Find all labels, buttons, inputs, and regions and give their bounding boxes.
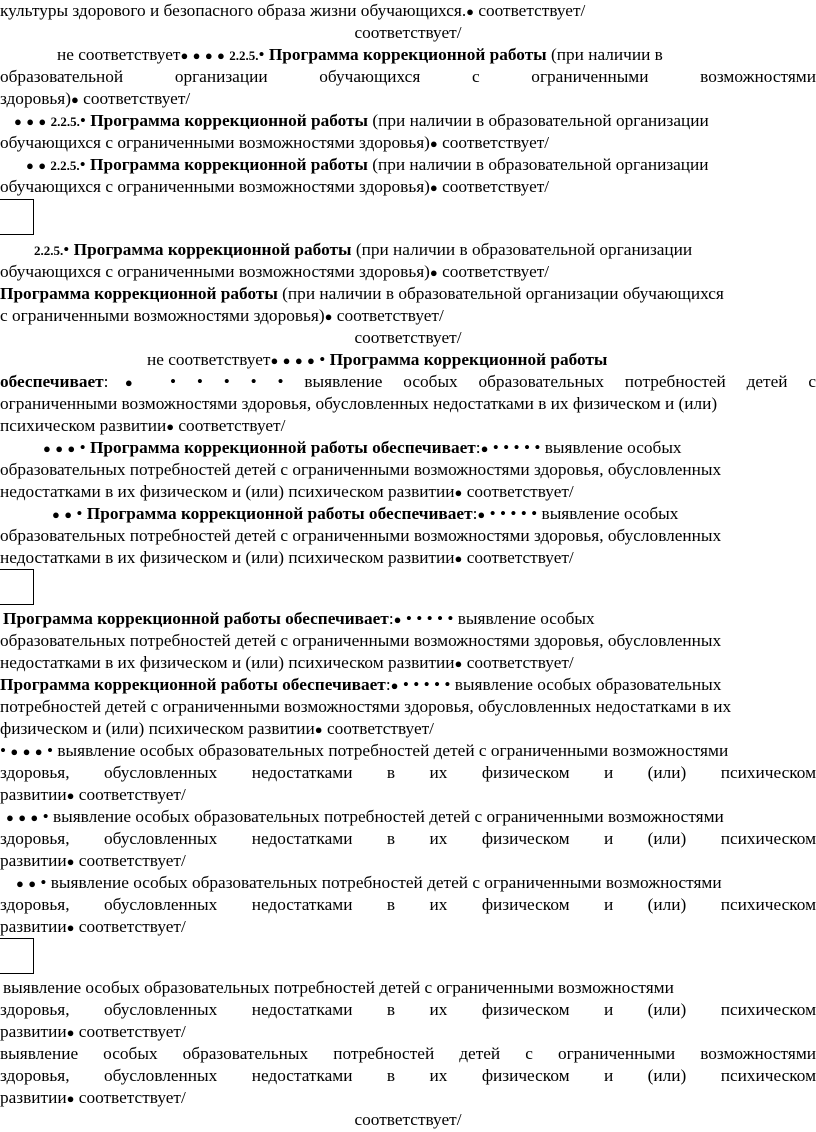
line-20: образовательных потребностей детей с ограниченными возможностями здоровья, обусловленных [0,460,722,479]
line-2: соответствует/ [354,23,462,42]
line-19: ● ● ● • Программа коррекционной работы обеспечивает:● • • • • • выявление особых [43,438,682,457]
line-23: образовательных потребностей детей с ограниченными возможностями здоровья, обусловленных [0,526,722,545]
line-32: здоровья, обусловленных недостатками в их физическом и (или) психическом [0,763,816,782]
line-27: недостатками в их физическом и (или) психическом развитии● соответствует/ [0,653,574,672]
line-3: не соответствует● ● ● ● 2.2.5.• Программа коррекционной работы (при наличии в [57,45,663,64]
line-10: 2.2.5.• Программа коррекционной работы (при наличии в образовательной организации [34,240,693,259]
line-1: культуры здорового и безопасного образа жизни обучающихся.● соответствует/ [0,1,586,20]
line-21: недостатками в их физическом и (или) психическом развитии● соответствует/ [0,482,574,501]
line-39: развитии● соответствует/ [0,917,186,936]
line-15: не соответствует● ● ● ● • Программа коррекционной работы [147,350,608,369]
line-8: ● ● 2.2.5.• Программа коррекционной работы (при наличии в образовательной организации [26,155,709,174]
empty-frame [0,938,34,974]
line-25: Программа коррекционной работы обеспечивает:● • • • • • выявление особых [3,609,595,628]
line-37: ● ● • выявление особых образовательных потребностей детей с ограниченными возможностями [16,873,722,892]
line-36: развитии● соответствует/ [0,851,186,870]
line-18: психическом развитии● соответствует/ [0,416,286,435]
line-4: образовательной организации обучающихся с ограниченными возможностями [0,67,816,86]
line-30: физическом и (или) психическом развитии● соответствует/ [0,719,434,738]
line-38: здоровья, обусловленных недостатками в их физическом и (или) психическом [0,895,816,914]
line-17: ограниченными возможностями здоровья, обусловленных недостатками в их физическом и (или) [0,394,718,413]
line-9: обучающихся с ограниченными возможностями здоровья)● соответствует/ [0,177,550,196]
line-42: развитии● соответствует/ [0,1022,186,1041]
empty-frame [0,199,34,235]
line-33: развитии● соответствует/ [0,785,186,804]
line-26: образовательных потребностей детей с ограниченными возможностями здоровья, обусловленных [0,631,722,650]
line-14: соответствует/ [354,328,462,347]
line-29: потребностей детей с ограниченными возможностями здоровья, обусловленных недостатками в их [0,697,732,716]
line-45: развитии● соответствует/ [0,1088,186,1107]
line-5: здоровья)● соответствует/ [0,89,191,108]
line-34: ● ● ● • выявление особых образовательных потребностей детей с ограниченными возможностями [6,807,724,826]
line-40: выявление особых образовательных потребностей детей с ограниченными возможностями [3,978,674,997]
line-6: ● ● ● 2.2.5.• Программа коррекционной работы (при наличии в образовательной организации [14,111,709,130]
line-43: выявление особых образовательных потребностей детей с ограниченными возможностями [0,1044,816,1063]
line-11: обучающихся с ограниченными возможностями здоровья)● соответствует/ [0,262,550,281]
empty-frame [0,569,34,605]
line-28: Программа коррекционной работы обеспечивает:● • • • • • выявление особых образовательных [0,675,722,694]
line-24: недостатками в их физическом и (или) психическом развитии● соответствует/ [0,548,574,567]
line-41: здоровья, обусловленных недостатками в их физическом и (или) психическом [0,1000,816,1019]
line-7: обучающихся с ограниченными возможностями здоровья)● соответствует/ [0,133,550,152]
line-16: обеспечивает:● • • • • • выявление особых образовательных потребностей детей с [0,372,816,391]
line-35: здоровья, обусловленных недостатками в их физическом и (или) психическом [0,829,816,848]
line-46: соответствует/ [354,1110,462,1129]
line-22: ● ● • Программа коррекционной работы обеспечивает:● • • • • • выявление особых [52,504,679,523]
line-13: с ограниченными возможностями здоровья)● соответствует/ [0,306,444,325]
line-12: Программа коррекционной работы (при наличии в образовательной организации обучающихся [0,284,724,303]
line-44: здоровья, обусловленных недостатками в их физическом и (или) психическом [0,1066,816,1085]
line-31: • ● ● ● • выявление особых образовательных потребностей детей с ограниченными возможностями [0,741,729,760]
